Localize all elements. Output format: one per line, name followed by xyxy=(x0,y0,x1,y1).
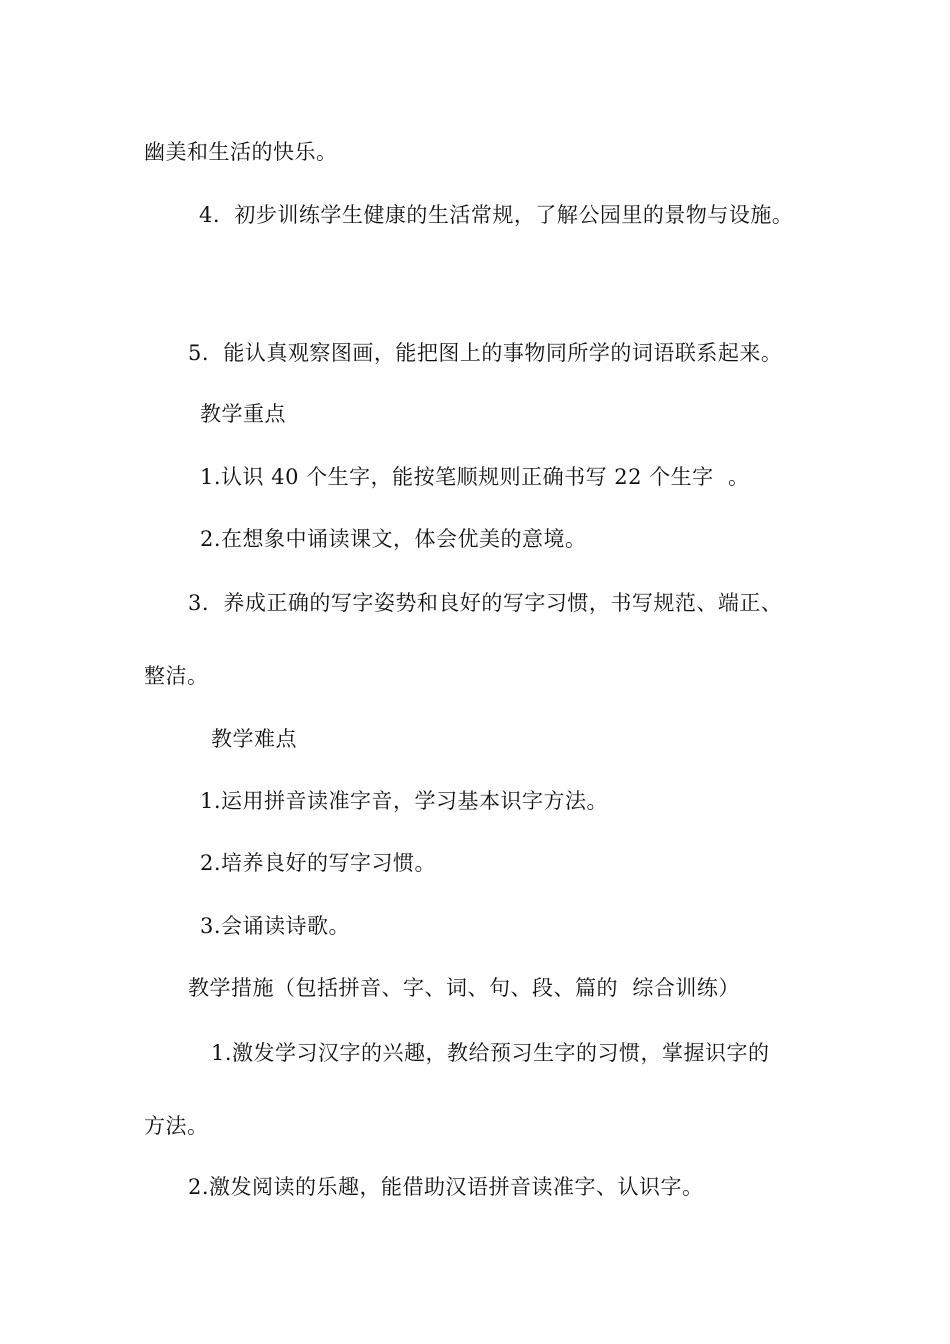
text-line: 2.激发阅读的乐趣，能借助汉语拼音读准字、认识字。 xyxy=(188,1175,704,1199)
text-line: 幽美和生活的快乐。 xyxy=(144,140,338,164)
text-line: 3.会诵读诗歌。 xyxy=(200,914,351,938)
text-line: 2.培养良好的写字习惯。 xyxy=(200,851,437,875)
section-heading: 教学重点 xyxy=(200,402,286,426)
text-line: 方法。 xyxy=(144,1114,209,1138)
text-line: 1.激发学习汉字的兴趣，教给预习生字的习惯，掌握识字的 xyxy=(211,1041,770,1065)
text-line: 1.认识 40 个生字，能按笔顺规则正确书写 22 个生字 。 xyxy=(200,465,750,489)
text-line: 整洁。 xyxy=(144,664,209,688)
text-line: 5. 能认真观察图画，能把图上的事物同所学的词语联系起来。 xyxy=(188,341,783,365)
text-line: 4. 初步训练学生健康的生活常规，了解公园里的景物与设施。 xyxy=(199,203,794,227)
text-line: 2.在想象中诵读课文，体会优美的意境。 xyxy=(200,527,587,551)
text-line: 1.运用拼音读准字音，学习基本识字方法。 xyxy=(200,789,609,813)
text-line: 3. 养成正确的写字姿势和良好的写字习惯，书写规范、端正、 xyxy=(188,591,783,615)
section-heading: 教学难点 xyxy=(211,727,297,751)
section-heading: 教学措施（包括拼音、字、词、句、段、篇的 综合训练） xyxy=(188,976,740,1000)
